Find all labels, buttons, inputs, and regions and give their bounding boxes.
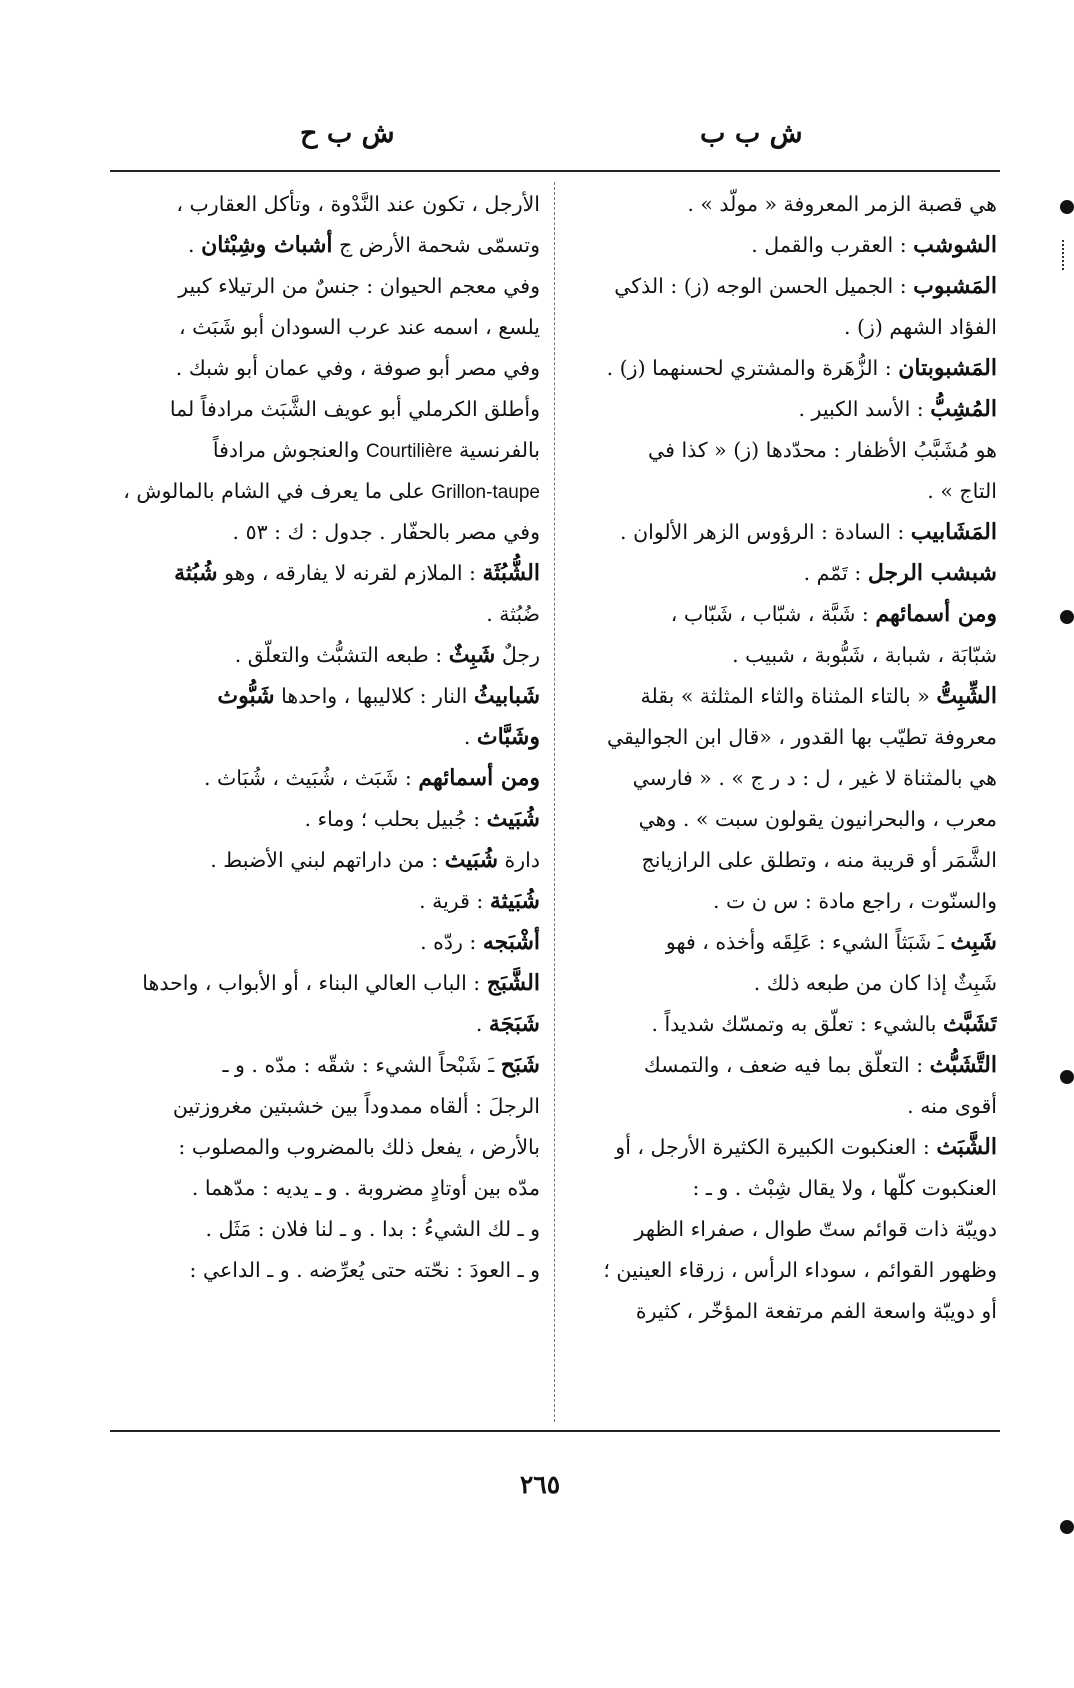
text-line: [100, 1168, 540, 1209]
footer-rule: [110, 1430, 1000, 1432]
text-line: [557, 1086, 997, 1127]
entry-text: : قرية .: [419, 889, 490, 913]
entry-text: و ـ لك الشيءُ : بدا . و ـ لنا فلان : مَثَل .: [205, 1217, 540, 1241]
entry-text: والعنجوش مرادفاً: [212, 438, 366, 462]
entry-text: بالأرض ، يفعل ذلك بالمضروب والمصلوب :: [178, 1135, 540, 1159]
entry-text: أو دويبّة واسعة الفم مرتفعة المؤخّر ، كثيرة: [635, 1299, 997, 1323]
margin-mark: [1060, 1520, 1074, 1534]
text-line: [100, 348, 540, 389]
entry-text: : الزُّهَرة والمشتري لحسنهما (ز) .: [606, 356, 899, 380]
text-line: [100, 594, 540, 635]
text-line: [557, 389, 997, 430]
text-line: [100, 1250, 540, 1291]
entry-headword: تَشَبَّث: [943, 1011, 997, 1037]
entry-text: على ما يعرف في الشام بالمالوش ،: [123, 479, 432, 503]
entry-text: .: [475, 1012, 489, 1036]
text-line: [557, 758, 997, 799]
entry-headword: شَبِث: [950, 929, 997, 955]
text-line: [557, 266, 997, 307]
margin-mark: [1060, 1070, 1074, 1084]
entry-headword: ومن أسمائهم: [418, 765, 540, 791]
entry-text: وظهور القوائم ، سوداء الرأس ، زرقاء العينين ؛: [603, 1258, 997, 1282]
running-head-left: ش ب ح: [300, 118, 395, 149]
entry-headword: المَشَابيب: [910, 519, 997, 545]
entry-headword: الشُّبُثَة: [482, 560, 540, 586]
entry-text: و ـ العودَ : نحّته حتى يُعرِّضه . و ـ الداعي :: [189, 1258, 540, 1282]
text-line: [100, 307, 540, 348]
entry-headword: الشِّبِتُّ: [936, 683, 997, 709]
entry-text: : من داراتهم لبني الأضبط .: [210, 848, 445, 872]
text-line: [557, 881, 997, 922]
entry-text: ضُبُثة .: [486, 602, 540, 626]
entry-text: : الجميل الحسن الوجه (ز) : الذكي: [614, 274, 914, 298]
text-line: [557, 1168, 997, 1209]
entry-text: العنكبوت كلّها ، ولا يقال شِبْث . و ـ :: [692, 1176, 997, 1200]
text-line: [557, 676, 997, 717]
entry-headword: الشَّبَث: [936, 1134, 997, 1160]
text-line: [557, 717, 997, 758]
entry-text: : جُبيل بحلب ؛ وماء .: [304, 807, 487, 831]
text-line: [100, 225, 540, 266]
text-line: [557, 963, 997, 1004]
text-line: [557, 594, 997, 635]
text-line: [100, 758, 540, 799]
text-line: [100, 512, 540, 553]
latin-term: Grillon-taupe: [431, 482, 540, 503]
text-line: [557, 1127, 997, 1168]
entry-text: : العقرب والقمل .: [751, 233, 914, 257]
entry-text: دويبّة ذات قوائم ستّ طوال ، صفراء الظهر: [634, 1217, 997, 1241]
text-line: [100, 963, 540, 1004]
entry-text: : التعلّق بما فيه ضعف ، والتمسك: [643, 1053, 930, 1077]
text-line: [557, 1045, 997, 1086]
entry-text: مدّه بين أوتادٍ مضروبة . و ـ يديه : مدّهما .: [191, 1176, 540, 1200]
entry-headword: وشَبَّاث: [476, 724, 540, 750]
entry-text: ـَ شَبَثاً الشيء : عَلِقَه وأخذه ، فهو: [665, 930, 951, 954]
column-divider: [554, 182, 555, 1422]
entry-text: والسنّوت ، راجع مادة : س ن ت .: [712, 889, 997, 913]
entry-headword: أشباث وشِبْثان: [201, 232, 333, 258]
text-line: [100, 553, 540, 594]
entry-text: الشَّمَر أو قريبة منه ، وتطلق على الرازيانج: [641, 848, 997, 872]
text-line: [557, 512, 997, 553]
entry-text: الأرجل ، تكون عند النَّدْوة ، وتأكل العقارب ،: [176, 192, 540, 216]
entry-headword: شُبَيثة: [489, 888, 540, 914]
entry-text: الرجلَ : ألقاه ممدوداً بين خشبتين مغروزتين: [172, 1094, 540, 1118]
text-line: [557, 635, 997, 676]
entry-text: : الأسد الكبير .: [798, 397, 931, 421]
text-line: [557, 225, 997, 266]
entry-headword: ومن أسمائهم: [875, 601, 997, 627]
text-line: [100, 676, 540, 717]
text-line: [100, 266, 540, 307]
entry-text: .: [463, 725, 477, 749]
entry-text: الفؤاد الشهم (ز) .: [843, 315, 997, 339]
text-line: [100, 922, 540, 963]
text-line: [100, 881, 540, 922]
entry-text: : ردّه .: [420, 930, 483, 954]
entry-text: رجلٌ: [495, 643, 540, 667]
text-line: [557, 922, 997, 963]
text-line: [100, 1004, 540, 1045]
text-line: [100, 717, 540, 758]
entry-text: : الباب العالي البناء ، أو الأبواب ، واحدها: [142, 971, 487, 995]
entry-text: : شَبَث ، شُبَيث ، شُبَاث .: [203, 766, 419, 790]
text-line: [100, 471, 540, 512]
entry-text: النار : كلاليبها ، واحدها: [274, 684, 474, 708]
page-number: ٢٦٥: [519, 1470, 561, 1499]
text-line: [557, 471, 997, 512]
entry-text: : الملازم لقرنه لا يفارقه ، وهو: [217, 561, 483, 585]
latin-term: Courtilière: [365, 441, 453, 462]
entry-headword: شَبُّوث: [217, 683, 275, 709]
header-rule: [110, 170, 1000, 172]
entry-text: : تَمّم .: [803, 561, 868, 585]
entry-text: بالفرنسية: [452, 438, 540, 462]
text-line: [100, 1045, 540, 1086]
text-line: [557, 1004, 997, 1045]
entry-headword: شُبُثة: [174, 560, 218, 586]
entry-headword: أشْبَجه: [482, 929, 540, 955]
text-line: [100, 1127, 540, 1168]
entry-headword: التَّشَبُّث: [929, 1052, 997, 1078]
entry-text: .: [188, 233, 202, 257]
entry-text: وفي مصر أبو صوفة ، وفي عمان أبو شبك .: [175, 356, 540, 380]
text-line: [557, 430, 997, 471]
entry-text: يلسع ، اسمه عند عرب السودان أبو شَبَث ،: [179, 315, 540, 339]
entry-headword: شَبَح: [500, 1052, 540, 1078]
text-line: [100, 389, 540, 430]
text-line: [557, 799, 997, 840]
text-line: [100, 799, 540, 840]
entry-text: : السادة : الرؤوس الزهر الألوان .: [620, 520, 911, 544]
text-line: [557, 553, 997, 594]
entry-text: وأطلق الكرملي أبو عويف الشَّبَث مرادفاً لما: [169, 397, 540, 421]
entry-headword: شَبَجَة: [488, 1011, 540, 1037]
entry-headword: المَشبوب: [913, 273, 997, 299]
entry-text: هي بالمثناة لا غير ، ل : د ر ج » . « فارسي: [632, 766, 997, 790]
entry-headword: شُبَيث: [444, 847, 499, 873]
entry-headword: المَشبوبتان: [898, 355, 997, 381]
entry-text: « بالتاء المثناة والثاء المثلثة » بقلة: [640, 684, 937, 708]
entry-text: بالشيء : تعلّق به وتمسّك شديداً .: [651, 1012, 943, 1036]
margin-dots: [1062, 240, 1070, 270]
entry-text: التاج » .: [927, 479, 997, 503]
entry-headword: شبشب الرجل: [867, 560, 997, 586]
margin-mark: [1060, 610, 1074, 624]
running-head-right: ش ب ب: [700, 118, 803, 149]
text-line: [557, 307, 997, 348]
entry-text: شبّابَة ، شبابة ، شَبُّوبة ، شبيب .: [732, 643, 997, 667]
entry-text: وفي مصر بالحفّار . جدول : ك : ٥٣ .: [232, 520, 540, 544]
entry-text: دارة: [498, 848, 540, 872]
entry-headword: شَبابيثُ: [473, 683, 540, 709]
text-line: [557, 348, 997, 389]
text-line: [100, 840, 540, 881]
entry-headword: الشوشب: [913, 232, 997, 258]
entry-text: وفي معجم الحيوان : جنسٌ من الرتيلاء كبير: [178, 274, 540, 298]
entry-text: : طبعه التشبُّث والتعلّق .: [234, 643, 449, 667]
entry-headword: شُبَيث: [486, 806, 540, 832]
text-line: [100, 1086, 540, 1127]
entry-text: شَبِثٌ إذا كان من طبعه ذلك .: [753, 971, 997, 995]
entry-text: هو مُشَبَّبُ الأظفار : محدّدها (ز) « كذا في: [648, 438, 997, 462]
text-line: [100, 430, 540, 471]
entry-headword: شَبِثٌ: [448, 642, 496, 668]
entry-text: أقوى منه .: [907, 1094, 997, 1118]
entry-text: وتسمّى شحمة الأرض ج: [332, 233, 540, 257]
text-line: [557, 1250, 997, 1291]
text-line: [557, 1209, 997, 1250]
entry-text: : شَبَّة ، شبّاب ، شَبّاب ،: [670, 602, 876, 626]
text-line: [100, 184, 540, 225]
entry-text: ـَ شَبْحاً الشيء : شقّه : مدّه . و ـ: [222, 1053, 501, 1077]
entry-headword: المُشِبُّ: [930, 396, 997, 422]
entry-text: : العنكبوت الكبيرة الكثيرة الأرجل ، أو: [615, 1135, 937, 1159]
entry-text: هي قصبة الزمر المعروفة « مولّد » .: [687, 192, 997, 216]
text-line: [557, 184, 997, 225]
left-column: [100, 184, 540, 1424]
text-line: [100, 1209, 540, 1250]
margin-mark: [1060, 200, 1074, 214]
entry-text: معروفة تطيّب بها القدور ، «قال ابن الجواليقي: [606, 725, 997, 749]
text-line: [100, 635, 540, 676]
entry-headword: الشَّبَج: [486, 970, 540, 996]
right-column: [557, 184, 997, 1424]
text-line: [557, 1291, 997, 1332]
text-line: [557, 840, 997, 881]
entry-text: معرب ، والبحرانيون يقولون سبت » . وهي: [638, 807, 997, 831]
